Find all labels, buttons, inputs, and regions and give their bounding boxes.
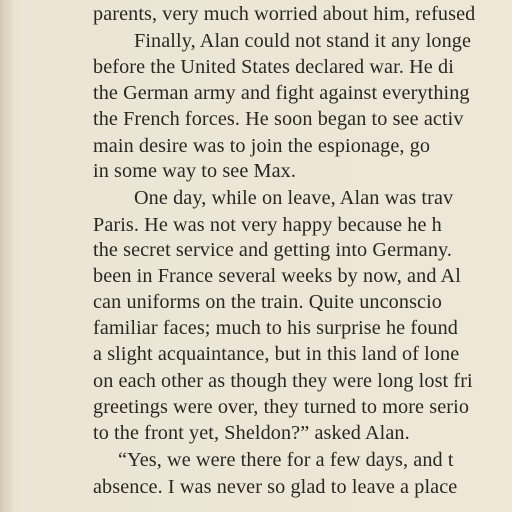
- text-line: the secret service and getting into Germany.: [93, 239, 453, 261]
- text-line: parents, very much worried about him, refused: [93, 3, 476, 25]
- text-line: to the front yet, Sheldon?” asked Alan.: [93, 422, 410, 444]
- text-line: absence. I was never so glad to leave a place: [93, 476, 458, 498]
- text-line: the German army and fight against everything: [93, 82, 470, 104]
- text-line: “Yes, we were there for a few days, and t: [118, 449, 454, 471]
- text-line: been in France several weeks by now, and Al: [93, 265, 461, 287]
- text-line: main desire was to join the espionage, go: [93, 135, 431, 157]
- text-line: on each other as though they were long lost fri: [93, 370, 473, 392]
- text-line: the French forces. He soon began to see activ: [93, 108, 464, 130]
- text-line: before the United States declared war. He di: [93, 56, 454, 78]
- text-line: a slight acquaintance, but in this land of lone: [93, 343, 460, 365]
- text-line: Paris. He was not very happy because he h: [93, 214, 442, 236]
- text-line: familiar faces; much to his surprise he found: [93, 317, 458, 339]
- text-line: greetings were over, they turned to more serio: [93, 396, 470, 418]
- text-line: can uniforms on the train. Quite unconscio: [93, 291, 442, 313]
- text-line: Finally, Alan could not stand it any longe: [134, 30, 472, 52]
- text-line: One day, while on leave, Alan was trav: [134, 187, 454, 209]
- text-line: in some way to see Max.: [93, 160, 297, 182]
